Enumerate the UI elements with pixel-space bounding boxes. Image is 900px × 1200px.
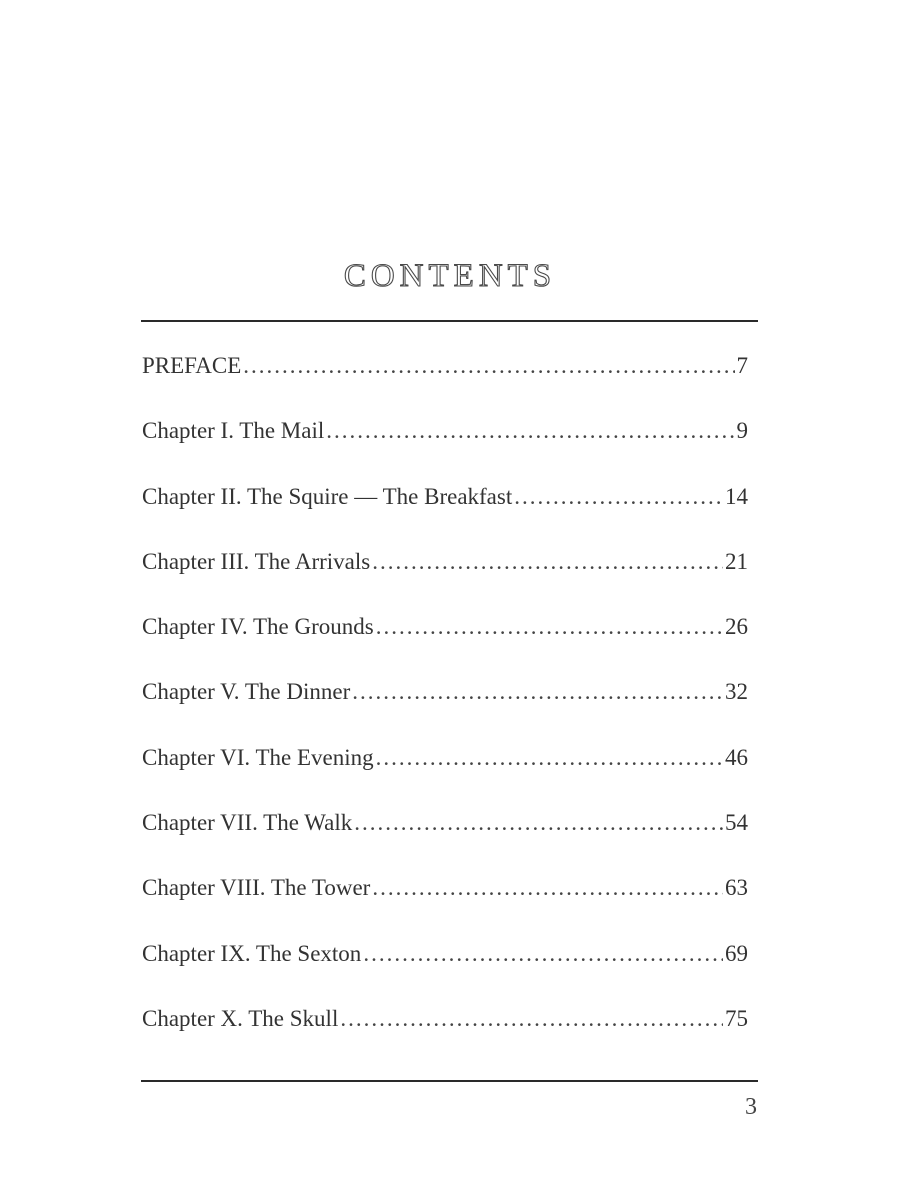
dot-leader — [352, 670, 723, 714]
toc-entry-title: Chapter VII. The Walk — [142, 810, 353, 836]
toc-entry-chapter-7[interactable] — [142, 801, 748, 866]
toc-entry-title: Chapter IX. The Sexton — [142, 940, 362, 966]
dot-leader — [326, 409, 734, 453]
toc-entry-page: 46 — [725, 744, 748, 770]
bottom-divider — [141, 1080, 758, 1082]
toc-entry-chapter-2[interactable] — [142, 475, 748, 540]
dot-leader — [372, 866, 723, 910]
toc-entry-page: 7 — [736, 353, 748, 378]
toc-entry-page: 26 — [725, 614, 748, 640]
toc-entry-chapter-4[interactable] — [142, 605, 748, 670]
table-of-contents — [142, 344, 748, 1062]
toc-entry-chapter-1[interactable] — [142, 409, 748, 474]
toc-entry-page: 9 — [736, 418, 748, 444]
toc-entry-preface[interactable] — [142, 344, 748, 409]
toc-entry-chapter-10[interactable] — [142, 997, 748, 1062]
dot-leader — [354, 801, 723, 845]
top-divider — [141, 320, 758, 322]
page-number: 3 — [745, 1094, 757, 1120]
dot-leader — [372, 540, 723, 584]
toc-entry-chapter-3[interactable] — [142, 540, 748, 605]
toc-entry-title: Chapter VIII. The Tower — [142, 875, 371, 901]
dot-leader — [376, 605, 723, 649]
toc-entry-title: Chapter II. The Squire — The Breakfast — [142, 483, 513, 509]
dot-leader — [514, 475, 723, 519]
toc-entry-title: Chapter V. The Dinner — [142, 679, 351, 705]
toc-entry-page: 21 — [725, 548, 748, 574]
toc-entry-chapter-6[interactable] — [142, 736, 748, 801]
toc-entry-chapter-8[interactable] — [142, 866, 748, 931]
toc-entry-chapter-5[interactable] — [142, 670, 748, 735]
dot-leader — [363, 932, 723, 976]
toc-entry-page: 32 — [725, 679, 748, 705]
toc-entry-title: Chapter VI. The Evening — [142, 744, 374, 770]
toc-entry-page: 75 — [725, 1005, 748, 1031]
toc-entry-page: 54 — [725, 810, 748, 836]
toc-entry-chapter-9[interactable] — [142, 932, 748, 997]
page-title: CONTENTS — [343, 258, 557, 294]
toc-entry-title: Chapter IV. The Grounds — [142, 614, 374, 640]
toc-entry-page: 69 — [725, 940, 748, 966]
toc-entry-page: 63 — [725, 875, 748, 901]
dot-leader — [243, 344, 734, 388]
toc-entry-title: Chapter III. The Arrivals — [142, 548, 371, 574]
dot-leader — [376, 736, 723, 780]
toc-entry-title: Chapter I. The Mail — [142, 418, 325, 444]
toc-entry-page: 14 — [725, 483, 748, 509]
dot-leader — [340, 997, 723, 1041]
toc-entry-title: Chapter X. The Skull — [142, 1005, 339, 1031]
toc-entry-title: PREFACE — [142, 353, 242, 378]
